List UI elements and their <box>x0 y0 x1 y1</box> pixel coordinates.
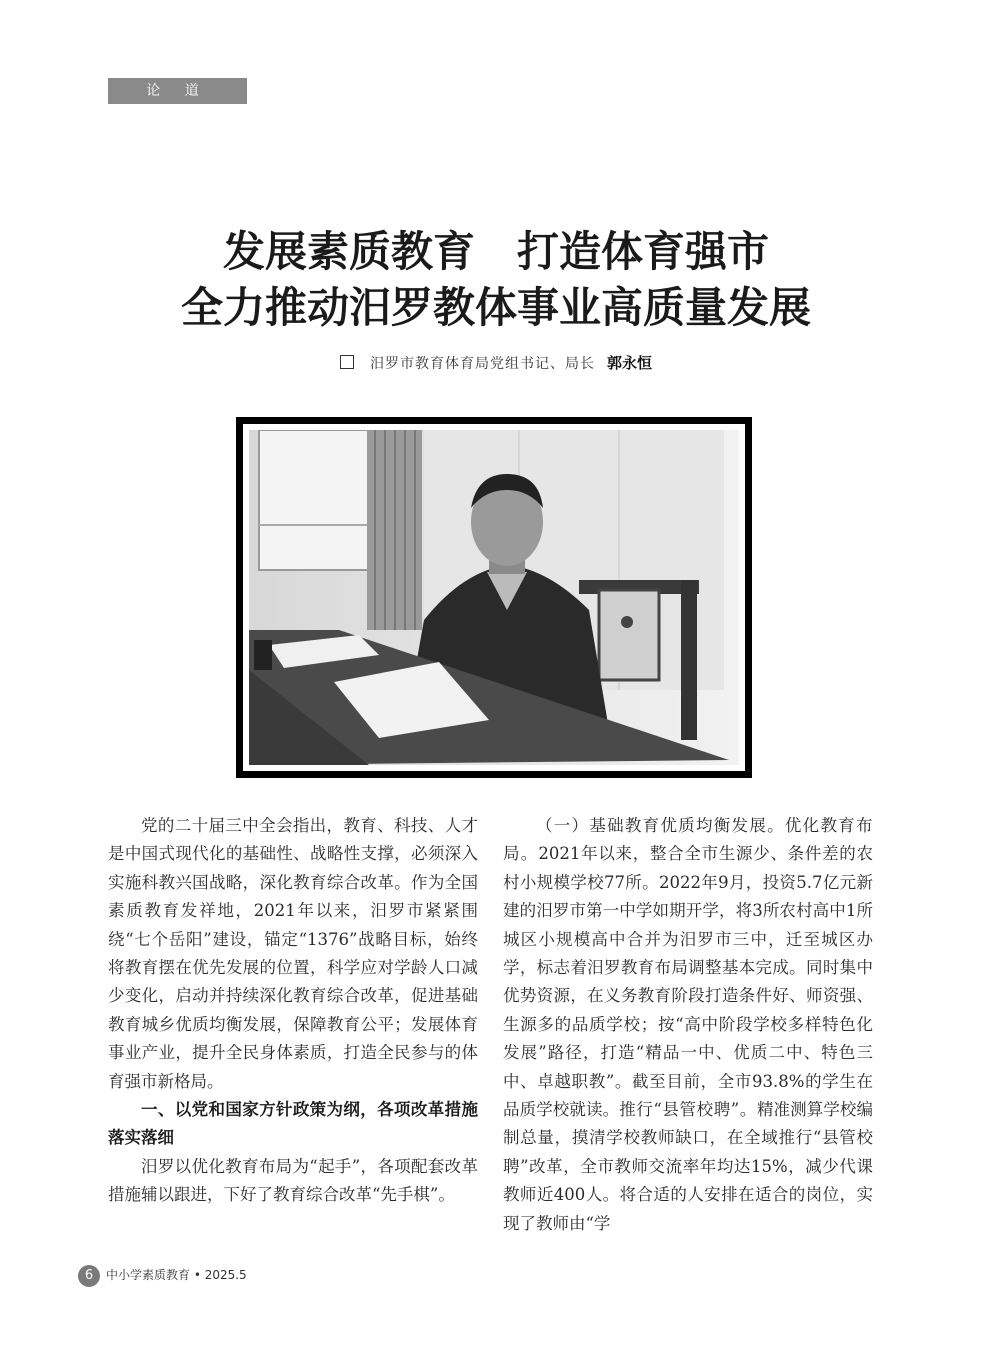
paragraph-text: 精准测算学校编制总量，摸清学校教师缺口，在全域推行“县管校聘”改革，全市教师交流率年均达15%，减少代课教师近400人。将合适的人安排在适合的岗位，实现了教师由“学 <box>503 1100 874 1233</box>
right-column <box>503 812 873 1238</box>
title-part-1: 发展素质教育 <box>222 227 475 276</box>
byline <box>0 352 992 373</box>
subsection-lead: （一）基础教育优质均衡发展。优化教育布局。 <box>503 816 873 864</box>
journal-name: 中小学素质教育 • 2025.5 <box>106 1268 247 1282</box>
office-portrait-illustration <box>249 430 739 765</box>
article-title-line-1 <box>0 224 992 280</box>
left-column <box>108 812 478 1210</box>
section-tag: 论 道 <box>108 78 247 104</box>
page-number-badge: 6 <box>78 1265 100 1287</box>
subsection-lead: 推行“县管校聘”。 <box>619 1100 757 1120</box>
section-heading: 一、以党和国家方针政策为纲，各项改革措施落实落细 <box>108 1100 478 1148</box>
author-name: 郭永恒 <box>606 354 652 372</box>
square-bullet-icon <box>340 355 354 369</box>
article-title-line-2: 全力推动汨罗教体事业高质量发展 <box>180 283 811 332</box>
page-footer <box>78 1264 247 1286</box>
paragraph <box>503 812 873 1238</box>
author-affiliation: 汨罗市教育体育局党组书记、局长 <box>369 356 595 372</box>
portrait-photo-frame <box>236 417 752 778</box>
portrait-photo <box>243 424 745 771</box>
title-part-2: 打造体育强市 <box>517 227 770 276</box>
paragraph-text: 2021年以来，整合全市生源少、条件差的农村小规模学校77所。2022年9月，投资5.7亿元新建的汨罗市第一中学如期开学，将3所农村高中1所城区小规模高中合并为汨罗市三中，迁至城区办学，标志着汨罗教育布局调整基本完成。同时集中优势资源，在义务教育阶段打造条件好、师资强、生源多的品质学校；按“高中阶段学校多样特色化发展”路径，打造“精品一中、优质二中、特色三中、卓越职教”。截至目前，全市93.8%的学生在品质学校就读。 <box>503 844 873 1120</box>
paragraph: 汨罗以优化教育布局为“起手”，各项配套改革措施辅以跟进，下好了教育综合改革“先手棋”。 <box>108 1156 478 1205</box>
paragraph: 党的二十届三中全会指出，教育、科技、人才是中国式现代化的基础性、战略性支撑，必须深入实施科教兴国战略，深化教育综合改革。作为全国素质教育发祥地，2021年以来，汨罗市紧紧围绕“七个岳阳”建设，锚定“1376”战略目标，始终将教育摆在优先发展的位置，科学应对学龄人口减少变化，启动并持续深化教育综合改革，促进基础教育城乡优质均衡发展，保障教育公平；发展体育事业产业，提升全民身体素质，打造全民参与的体育强市新格局。 <box>108 816 478 1091</box>
